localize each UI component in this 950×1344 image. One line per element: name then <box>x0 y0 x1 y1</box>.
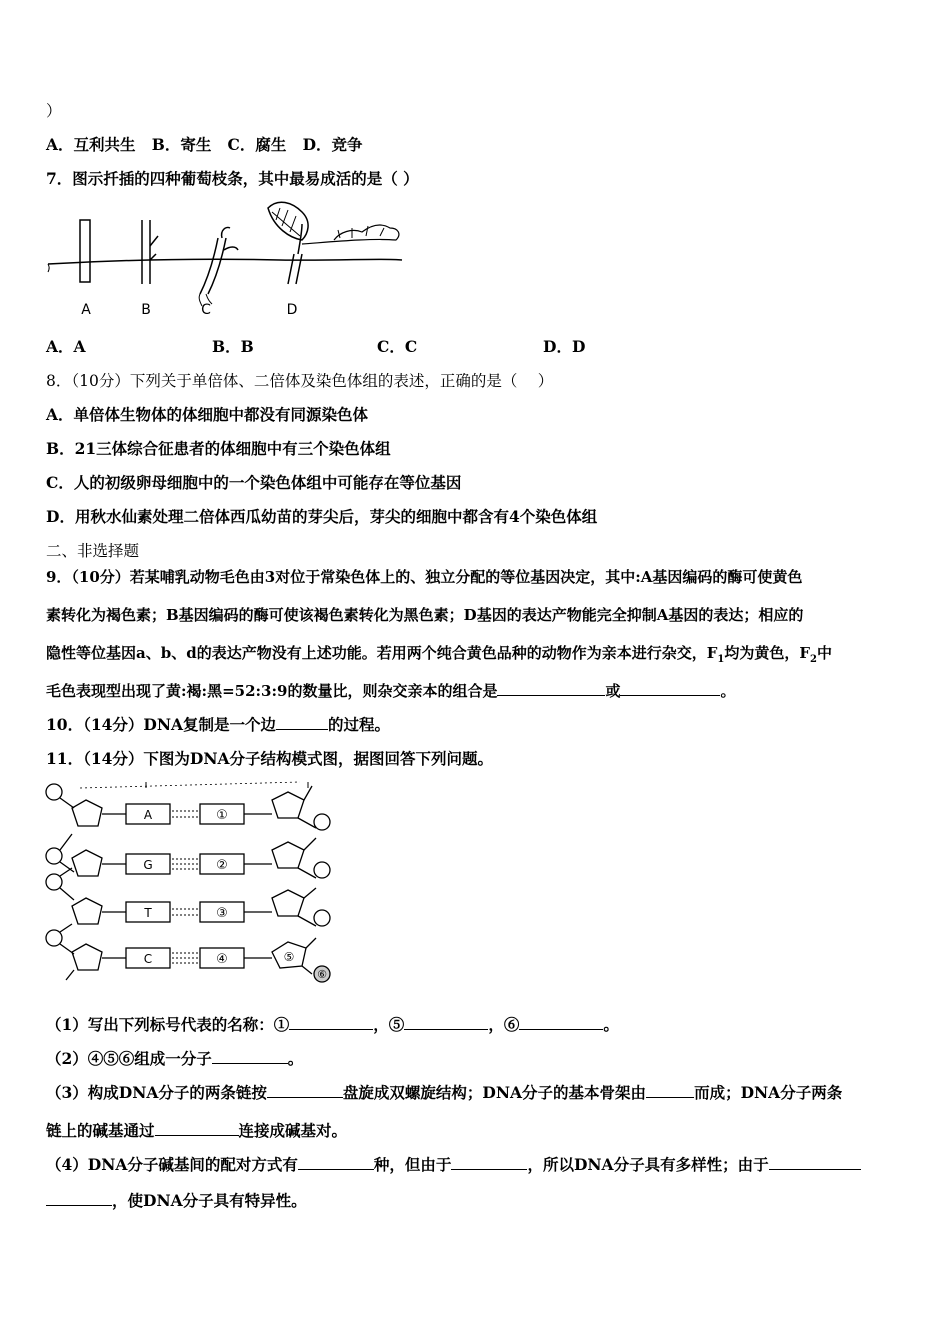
q11-part4-line1 <box>46 1154 861 1176</box>
q9-line4 <box>46 680 736 702</box>
q11-answer-blank-pairs[interactable] <box>298 1155 374 1170</box>
q6-option-c: C．腐生 <box>227 135 287 154</box>
grape-cutting-figure <box>40 198 410 323</box>
q10-answer-blank[interactable] <box>276 715 328 730</box>
dna-structure-figure <box>40 778 340 988</box>
q9-f2-subscript: 2 <box>809 654 817 665</box>
q9-line4-text: 毛色表现型出现了黄:褐:黑=52:3:9的数量比，则杂交亲本的组合是 <box>46 682 498 700</box>
figure-label-b: B <box>141 302 151 318</box>
figure-label-c: C <box>201 302 211 318</box>
q11-part3-line2 <box>46 1120 347 1142</box>
q11-part3-line1 <box>46 1082 842 1104</box>
q11-p3-text-d: 链上的碱基通过 <box>46 1121 155 1140</box>
q9-line3 <box>46 642 832 671</box>
base-left-2: G <box>143 858 153 872</box>
q11-p3-text-b: 盘旋成双螺旋结构；DNA分子的基本骨架由 <box>342 1083 647 1102</box>
cutting-d <box>268 202 399 284</box>
q9-line3-text-b: 均为黄色，F <box>724 644 810 662</box>
q11-answer-blank-specificity[interactable] <box>769 1155 861 1170</box>
q9-line3-text: 隐性等位基因a、b、d的表达产物没有上述功能。若用两个纯合黄色品种的动物作为亲本进行杂交，F <box>46 644 718 662</box>
q6-paren: ） <box>46 102 62 120</box>
q11-p1-text-b: ，⑤ <box>373 1015 405 1034</box>
q6-option-a: A．互利共生 <box>46 135 136 154</box>
q7-option-b: B．B <box>212 337 254 356</box>
q9-answer-blank-1[interactable] <box>497 681 605 696</box>
q11-answer-blank-hbond[interactable] <box>155 1121 239 1136</box>
q11-p3-text-a: （3）构成DNA分子的两条链按 <box>46 1083 267 1102</box>
q11-p4-text-b: 种，但由于 <box>373 1155 452 1174</box>
q8-option-a: A．单倍体生物体的体细胞中都没有同源染色体 <box>46 405 369 424</box>
q11-p1-end: 。 <box>603 1015 619 1034</box>
q11-answer-blank-1[interactable] <box>289 1015 373 1030</box>
q11-part4-line2 <box>46 1190 307 1212</box>
q9-f1-subscript: 1 <box>717 654 725 665</box>
q10 <box>46 714 390 736</box>
q9-line4-or: 或 <box>605 682 621 700</box>
q11-p4-text-a: （4）DNA分子碱基间的配对方式有 <box>46 1155 298 1174</box>
q6-option-d: D．竞争 <box>302 135 363 154</box>
q9-line3-text-c: 中 <box>816 644 832 662</box>
base-left-3: T <box>144 906 152 920</box>
q6-options <box>46 134 363 156</box>
q11-p3-text-e: 连接成碱基对。 <box>238 1121 348 1140</box>
q9-line2: 素转化为褐色素；B基因编码的酶可使该褐色素转化为黑色素；D基因的表达产物能完全抑制A基因的表达；相应的 <box>46 606 804 624</box>
figure-label-d: D <box>286 302 298 318</box>
q11-answer-blank-helix[interactable] <box>267 1083 343 1098</box>
cutting-c <box>199 227 238 306</box>
q8-stem: 8．（10分）下列关于单倍体、二倍体及染色体组的表述，正确的是（ ） <box>46 372 554 390</box>
q11-part1 <box>46 1014 619 1036</box>
q9-line4-end: 。 <box>720 682 736 700</box>
base-right-1: ① <box>216 808 228 823</box>
q11-answer-blank-molecule[interactable] <box>212 1049 288 1064</box>
base-right-4: ④ <box>216 952 228 967</box>
q11-answer-blank-diversity[interactable] <box>451 1155 527 1170</box>
q9-answer-blank-2[interactable] <box>620 681 720 696</box>
phosphate-label: ⑥ <box>317 968 327 981</box>
q11-p4-text-c: ，所以DNA分子具有多样性；由于 <box>527 1155 769 1174</box>
q11-p4-text-d: ，使DNA分子具有特异性。 <box>112 1191 307 1210</box>
q11-p3-text-c: 而成；DNA分子两条 <box>694 1083 843 1102</box>
section-heading: 二、非选择题 <box>46 542 140 560</box>
q11-p2-text: （2）④⑤⑥组成一分子 <box>46 1049 212 1068</box>
cutting-b <box>142 220 158 284</box>
q8-option-d: D．用秋水仙素处理二倍体西瓜幼苗的芽尖后，芽尖的细胞中都含有4个染色体组 <box>46 507 598 526</box>
sugar-label: ⑤ <box>283 950 295 964</box>
q10-text-a: 10．（14分）DNA复制是一个边 <box>46 715 277 734</box>
q11-stem: 11．（14分）下图为DNA分子结构模式图，据图回答下列问题。 <box>46 749 494 768</box>
base-left-4: C <box>143 952 153 966</box>
q7-option-a: A．A <box>46 337 86 356</box>
q11-p2-end: 。 <box>287 1049 304 1068</box>
q7-option-d: D．D <box>543 337 586 356</box>
q6-option-b: B．寄生 <box>151 135 212 154</box>
base-left-1: A <box>143 808 153 822</box>
base-right-2: ② <box>216 858 228 873</box>
q8-option-b: B．21三体综合征患者的体细胞中有三个染色体组 <box>46 439 391 458</box>
q11-answer-blank-6[interactable] <box>519 1015 603 1030</box>
q11-part2 <box>46 1048 303 1070</box>
cutting-a <box>80 220 90 282</box>
q7-stem: 7．图示扦插的四种葡萄枝条，其中最易成活的是（ ） <box>46 169 419 188</box>
q8-option-c: C．人的初级卵母细胞中的一个染色体组中可能存在等位基因 <box>46 473 462 492</box>
q9-line1: 9．（10分）若某哺乳动物毛色由3对位于常染色体上的、独立分配的等位基因决定，其中:A基因编码的酶可使黄色 <box>46 568 803 586</box>
q11-p1-text: （1）写出下列标号代表的名称：① <box>46 1015 290 1034</box>
q10-text-b: 的过程。 <box>328 715 391 734</box>
base-right-3: ③ <box>216 906 228 921</box>
figure-label-a: A <box>81 302 91 318</box>
q11-answer-blank-backbone[interactable] <box>646 1083 694 1098</box>
q7-option-c: C．C <box>377 337 418 356</box>
q11-answer-blank-specificity-cont[interactable] <box>46 1191 112 1206</box>
q11-p1-text-c: ，⑥ <box>488 1015 520 1034</box>
q11-answer-blank-5[interactable] <box>404 1015 488 1030</box>
